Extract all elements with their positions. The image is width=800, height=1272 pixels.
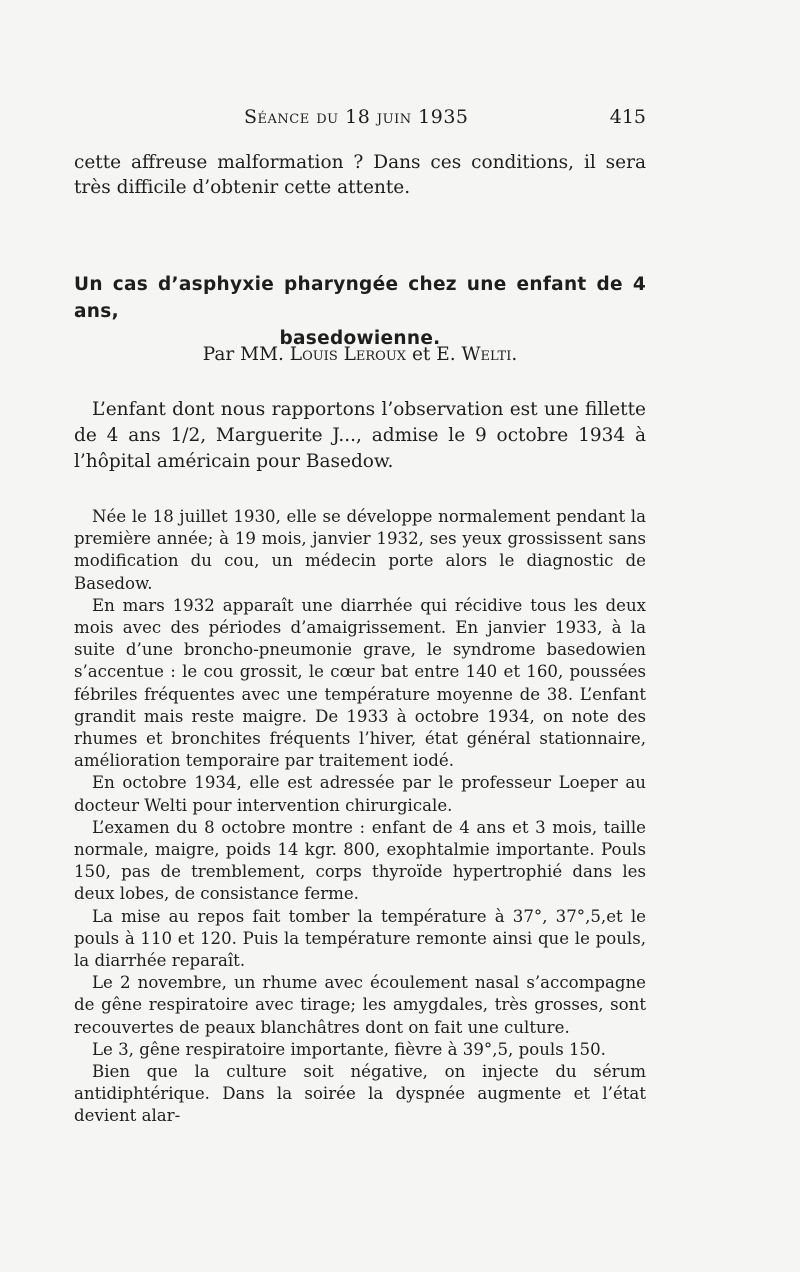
running-title [244,106,469,128]
body-paragraph: L’examen du 8 octobre montre : enfant de 4 ans et 3 mois, taille normale, maigre, poids 14 kgr. 800, exophtalmie importante. Pouls 150, pas de tremblement, corps thyroïde hypertrophié dans les deux lobes, de consistance ferme. [74,817,646,904]
author-1: Louis Leroux [289,344,407,365]
intro-text: L’enfant dont nous rapportons l’observation est une fillette de 4 ans 1/2, Marguerite J..., admise le 9 octobre 1934 à l’hôpital américain pour Basedow. [74,399,646,472]
running-header [74,106,646,134]
continuation-paragraph [74,150,646,200]
body-paragraph: Le 3, gêne respiratoire importante, fièvre à 39°,5, pouls 150. [92,1039,606,1059]
body-paragraph: En mars 1932 apparaît une diarrhée qui récidive tous les deux mois avec des périodes d’amaigrissement. En janvier 1933, à la suite d’une broncho-pneumonie grave, le syndrome basedowien s’accentue : le cou grossit, le cœur bat entre 140 et 160, poussées fébriles fréquentes avec une température moyenne de 38. L’enfant grandit mais reste maigre. De 1933 à octobre 1934, on note des rhumes et bronchites fréquents l’hiver, état général stationnaire, amélioration temporaire par traitement iodé. [74,595,646,771]
running-title-month: juin [376,106,412,128]
article-title-line-1: Un cas d’asphyxie pharyngée chez une enfant de 4 ans, [74,274,646,322]
running-title-prefix: Séance du [244,106,339,128]
article-title-line-2: basedowienne. [279,328,441,349]
body-paragraph: Bien que la culture soit négative, on injecte du sérum antidiphtérique. Dans la soirée la dyspnée augmente et l’état devient alar- [74,1062,646,1126]
body-paragraph: En octobre 1934, elle est adressée par le professeur Loeper au docteur Welti pour intervention chirurgicale. [74,773,646,815]
running-title-date: 18 [345,106,371,128]
continuation-text: cette affreuse malformation ? Dans ces conditions, il sera très difficile d’obtenir cette attente. [74,152,646,198]
article-title [74,271,646,352]
running-title-year: 1935 [418,106,469,128]
body-paragraph: Le 2 novembre, un rhume avec écoulement nasal s’accompagne de gêne respiratoire avec tirage; les amygdales, très grosses, sont recouvertes de peaux blanchâtres dont on fait une culture. [74,973,646,1037]
byline [74,342,646,367]
observation-body [74,506,646,1128]
author-2: Welti. [461,344,518,365]
body-paragraph: Née le 18 juillet 1930, elle se développe normalement pendant la première année; à 19 mois, janvier 1932, ses yeux grossissent sans modification du cou, un médecin porte alors le diagnostic de Basedow. [74,507,646,593]
page-number: 415 [609,106,646,128]
byline-and: et E. [411,344,456,365]
byline-prefix: Par MM. [202,344,284,365]
body-paragraph: La mise au repos fait tomber la température à 37°, 37°,5,et le pouls à 110 et 120. Puis la température remonte ainsi que le pouls, la diarrhée reparaît. [74,906,646,971]
intro-paragraph [74,397,646,475]
